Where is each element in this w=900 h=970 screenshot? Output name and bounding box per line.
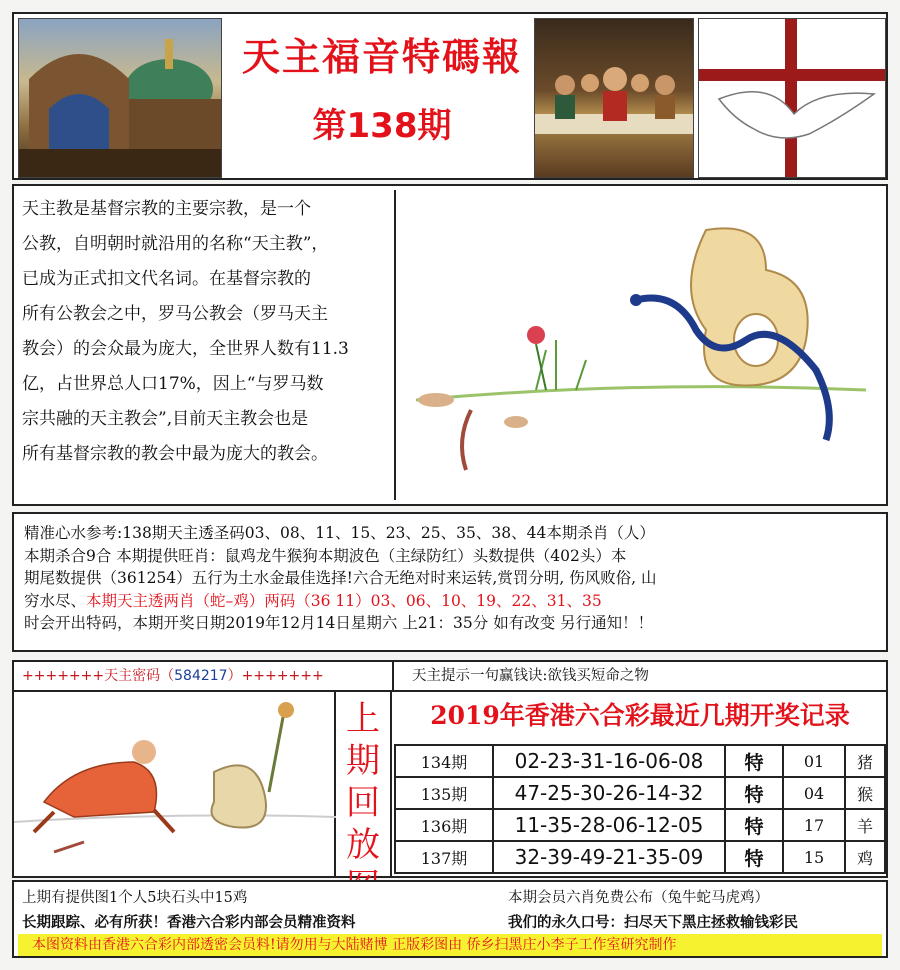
table-row [395, 809, 885, 841]
table-row [395, 841, 885, 873]
special-number: 01 [783, 745, 845, 777]
tips-line: 时会开出特码，本期开奖日期2019年12月14日星期六 上21：35分 如有改变 另行通知！！ [24, 614, 654, 632]
issue-cell: 135期 [395, 777, 493, 809]
label-char: 回 [346, 783, 380, 823]
issue-number: 第138期 [312, 106, 452, 146]
replay-illustration [14, 692, 336, 876]
special-number: 15 [783, 841, 845, 873]
intro-line: 所有基督宗教的教会中最为庞大的教会。 [22, 444, 328, 464]
tips-line [24, 590, 876, 613]
cross-dove-icon [698, 18, 886, 178]
zodiac-cell: 猪 [845, 745, 885, 777]
records-panel [12, 660, 888, 878]
special-number: 04 [783, 777, 845, 809]
page-title: 天主福音特碼報 [241, 35, 522, 79]
secret-prefix: +++++++天主密码（ [22, 668, 175, 684]
table-row [395, 745, 885, 777]
footer-last-issue-note: 上期有提供图1个人5块石头中15鸡 [22, 890, 248, 906]
secret-code-bar [14, 662, 394, 692]
zodiac-cell: 羊 [845, 809, 885, 841]
footer-motto: 我们的永久口号：扫尽天下黑庄拯救输钱彩民 [508, 914, 798, 931]
numbers-cell: 02-23-31-16-06-08 [493, 745, 725, 777]
tips-line: 精准心水参考:138期天主透圣码03、08、11、15、23、25、35、38、44本期杀肖（人） [24, 524, 655, 542]
label-char: 上 [346, 699, 380, 739]
footer-section [12, 880, 888, 958]
special-label: 特 [725, 745, 783, 777]
label-char: 期 [346, 741, 380, 781]
footer-slogan: 长期跟踪、必有所获！香港六合彩内部会员精准资料 [22, 914, 356, 931]
issue-cell: 134期 [395, 745, 493, 777]
intro-line: 亿，占世界总人口17%，因上“与罗马数 [22, 374, 324, 394]
tips-section [12, 512, 888, 652]
hint-text: 天主提示一句赢钱诀:欲钱买短命之物 [394, 662, 886, 692]
intro-text [22, 192, 386, 472]
intro-section [12, 184, 888, 506]
intro-line: 宗共融的天主教会”,目前天主教会也是 [22, 409, 309, 429]
numbers-cell: 11-35-28-06-12-05 [493, 809, 725, 841]
table-row [395, 777, 885, 809]
draw-records-table [394, 744, 886, 874]
special-number: 17 [783, 809, 845, 841]
secret-suffix: ）+++++++ [227, 668, 324, 684]
intro-line: 所有公教会之中，罗马公教会（罗马天主 [22, 304, 328, 324]
tips-line-text: 穷水尽、 [24, 591, 87, 610]
intro-line: 教会）的会众最为庞大，全世界人数有11.3 [22, 339, 349, 359]
issue-cell: 136期 [395, 809, 493, 841]
church-dome-image [18, 18, 222, 178]
intro-line: 天主教是基督宗教的主要宗教，是一个 [22, 199, 311, 219]
header-banner [12, 12, 888, 180]
last-issue-replay-label [336, 692, 392, 876]
intro-line: 公教，自明朝时就沿用的名称“天主教”， [22, 234, 329, 254]
special-label: 特 [725, 841, 783, 873]
tips-highlight-text: 本期天主透两肖（蛇–鸡）两码（36 11）03、06、10、19、22、31、35 [86, 591, 602, 610]
tips-line: 本期杀合9合 本期提供旺肖：鼠鸡龙牛猴狗本期波色（主绿防红）头数提供（402头）本 [24, 546, 627, 565]
secret-code: 584217 [174, 668, 228, 684]
tips-line: 期尾数提供（361254）五行为土水金最佳选择!六合无绝对时来运转,赏罚分明, 伤风败俗, 山 [24, 569, 657, 587]
label-char: 放 [346, 825, 380, 865]
intro-line: 已成为正式扣文代名词。在基督宗教的 [22, 269, 311, 289]
issue-cell: 137期 [395, 841, 493, 873]
snake-stone-illustration [394, 190, 874, 500]
records-title: 2019年香港六合彩最近几期开奖记录 [430, 701, 850, 730]
last-supper-image [534, 18, 694, 178]
numbers-cell: 47-25-30-26-14-32 [493, 777, 725, 809]
footer-highlight-banner: 本图资料由香港六合彩内部透密会员料!请勿用与大陆赌博 正版彩图由 侨乡扫黑庄小李子工作室研究制作 [18, 934, 882, 956]
zodiac-cell: 鸡 [845, 841, 885, 873]
zodiac-cell: 猴 [845, 777, 885, 809]
special-label: 特 [725, 809, 783, 841]
special-label: 特 [725, 777, 783, 809]
footer-member-zodiacs: 本期会员六肖免费公布（兔牛蛇马虎鸡） [508, 890, 769, 906]
numbers-cell: 32-39-49-21-35-09 [493, 841, 725, 873]
